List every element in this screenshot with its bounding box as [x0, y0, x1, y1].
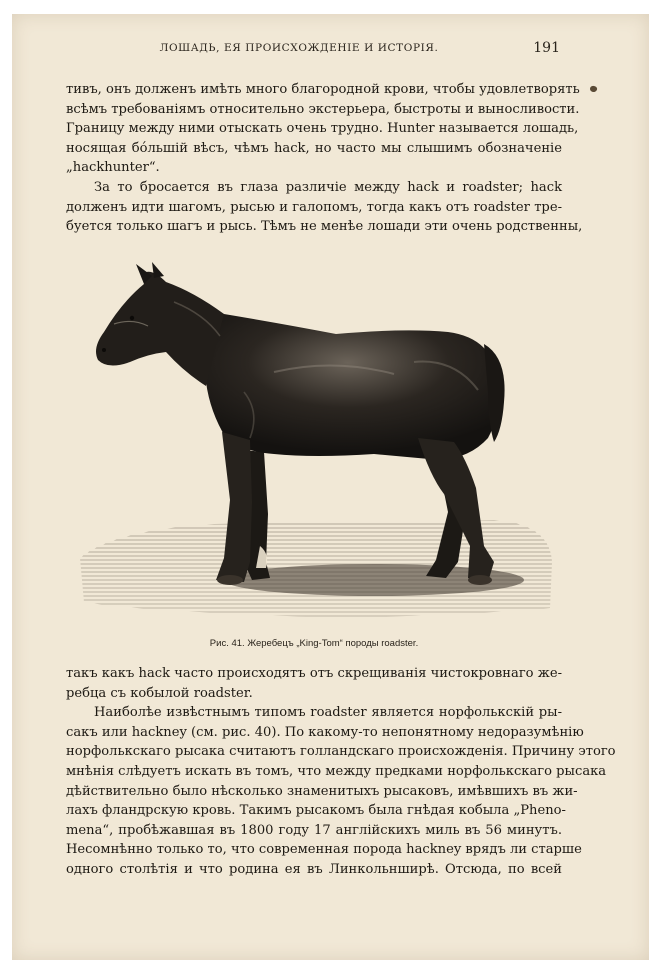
text-line: тивъ, онъ долженъ имѣть много благородной крови, чтобы удовлетворять	[66, 82, 580, 97]
text-line: лахъ фландрскую кровь. Такимъ рысакомъ была гнѣдая кобыла „Pheno-	[66, 803, 566, 819]
text-line: За то бросается въ глаза различіе между hack и roadster; hack	[94, 179, 562, 195]
figure-caption: Рис. 41. Жеребецъ „King-Tom“ породы roadster.	[209, 638, 419, 649]
text-line: буется только шагъ и рысь. Тѣмъ не менѣе лошади эти очень родственны,	[66, 219, 583, 235]
running-title: ЛОШАДЬ, ЕЯ ПРОИСХОЖДЕНІЕ И ИСТОРІЯ.	[159, 42, 439, 54]
horse-head	[96, 272, 224, 386]
text-line: Наиболѣе извѣстнымъ типомъ roadster является норфолькскій ры-	[94, 705, 562, 721]
paragraph-block-top	[66, 80, 583, 237]
text-line: такъ какъ hack часто происходятъ отъ скрещиванія чистокровнаго же-	[66, 666, 562, 681]
horse-illustration	[74, 262, 554, 632]
text-line: сакъ или hackney (см. рис. 40). По какому-то непонятному недоразумѣнію	[66, 724, 584, 740]
text-line: Несомнѣнно только то, что современная порода hackney врядъ ли старше	[66, 842, 582, 858]
paragraph-block-bottom	[66, 664, 616, 880]
running-header	[64, 40, 560, 58]
text-line: „hackhunter“.	[66, 160, 160, 176]
text-line: носящая бóльшій вѣсъ, чѣмъ hack, но часто мы слышимъ обозначеніе	[66, 140, 562, 156]
text-line: всѣмъ требованіямъ относительно экстерьера, быстроты и выносливости.	[66, 101, 580, 117]
text-line: мнѣнія слѣдуетъ искать въ томъ, что между предками норфолькскаго рысака	[66, 763, 607, 779]
text-line: Границу между ними отыскать очень трудно. Hunter называется лошадь,	[66, 121, 579, 137]
text-line: mena“, пробѣжавшая въ 1800 году 17 англійскихъ миль въ 56 минутъ.	[66, 822, 562, 838]
text-line: дѣйствительно было нѣсколько знаменитыхъ рысаковъ, имѣвшихъ въ жи-	[66, 783, 578, 799]
text-line: норфолькскаго рысака считаютъ голландскаго происхожденія. Причину этого	[66, 744, 616, 760]
text-line: долженъ идти шагомъ, рысью и галопомъ, тогда какъ отъ roadster тре-	[66, 199, 562, 215]
text-line: одного столѣтія и что родина ея въ Линкольнширѣ. Отсюда, по всей	[66, 861, 562, 877]
page-number: 191	[533, 40, 560, 56]
text-line: ребца съ кобылой roadster.	[66, 685, 253, 701]
